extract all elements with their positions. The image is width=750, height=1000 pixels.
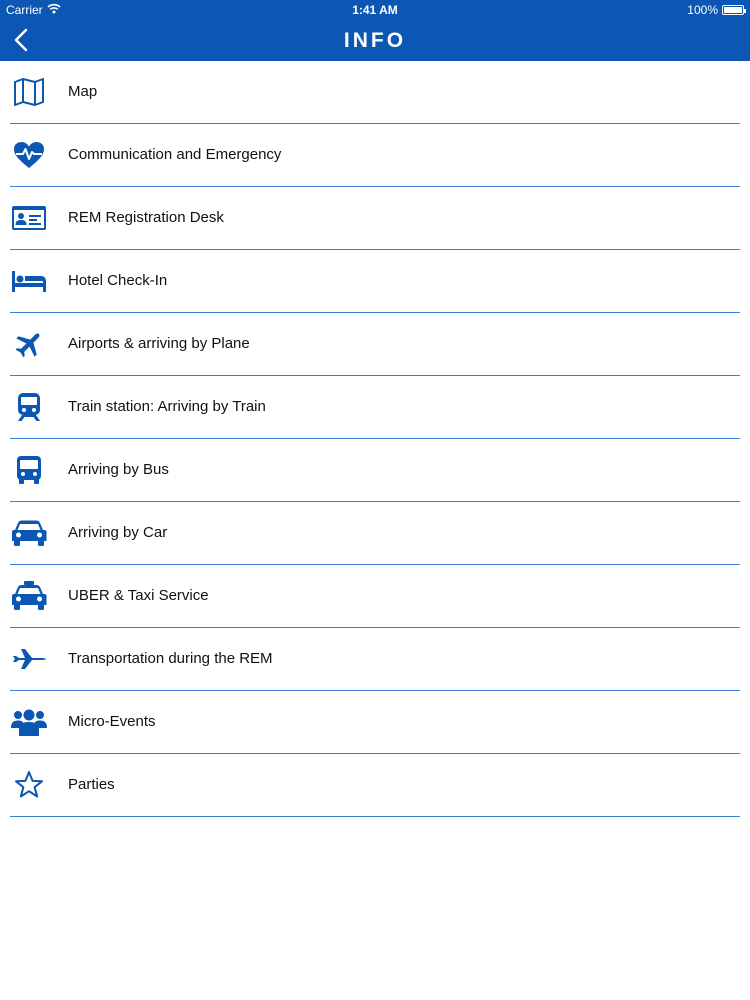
menu-item-train-station[interactable] (10, 376, 740, 439)
menu-item-label: UBER & Taxi Service (68, 587, 209, 604)
jet-icon (10, 643, 48, 675)
menu-item-car[interactable] (10, 502, 740, 565)
bed-icon (10, 265, 48, 297)
info-menu-list (10, 61, 740, 817)
menu-item-micro-events[interactable] (10, 691, 740, 754)
menu-item-label: Communication and Emergency (68, 146, 282, 163)
menu-item-label: Map (68, 83, 98, 100)
menu-item-uber-taxi[interactable] (10, 565, 740, 628)
heart-pulse-icon (10, 139, 48, 171)
menu-item-label: Hotel Check-In (68, 272, 168, 289)
menu-item-communication-emergency[interactable] (10, 124, 740, 187)
menu-item-label: Transportation during the REM (68, 650, 273, 667)
taxi-icon (10, 580, 48, 612)
id-card-icon (10, 202, 48, 234)
menu-item-label: Train station: Arriving by Train (68, 398, 266, 415)
car-icon (10, 517, 48, 549)
star-icon (10, 769, 48, 801)
status-bar (0, 0, 750, 20)
menu-item-bus[interactable] (10, 439, 740, 502)
bus-icon (10, 454, 48, 486)
menu-item-label: Micro-Events (68, 713, 156, 730)
menu-item-label: Arriving by Car (68, 524, 168, 541)
battery-percent: 100% (687, 3, 718, 17)
status-right (687, 0, 744, 20)
menu-item-registration-desk[interactable] (10, 187, 740, 250)
battery-level-fill (724, 7, 742, 13)
page-title: INFO (343, 29, 407, 52)
plane-icon (10, 328, 48, 360)
map-icon (10, 76, 48, 108)
menu-item-transportation[interactable] (10, 628, 740, 691)
navigation-bar (0, 20, 750, 61)
menu-item-hotel-check-in[interactable] (10, 250, 740, 313)
menu-item-parties[interactable] (10, 754, 740, 817)
battery-icon (722, 5, 744, 15)
menu-item-label: Arriving by Bus (68, 461, 169, 478)
menu-item-label: REM Registration Desk (68, 209, 224, 226)
group-icon (10, 706, 48, 738)
carrier-label: Carrier (6, 3, 43, 17)
menu-item-airports-plane[interactable] (10, 313, 740, 376)
menu-item-label: Parties (68, 776, 115, 793)
menu-item-label: Airports & arriving by Plane (68, 335, 250, 352)
app-header (0, 0, 750, 61)
train-icon (10, 391, 48, 423)
menu-item-map[interactable] (10, 61, 740, 124)
status-time: 1:41 AM (352, 3, 398, 17)
